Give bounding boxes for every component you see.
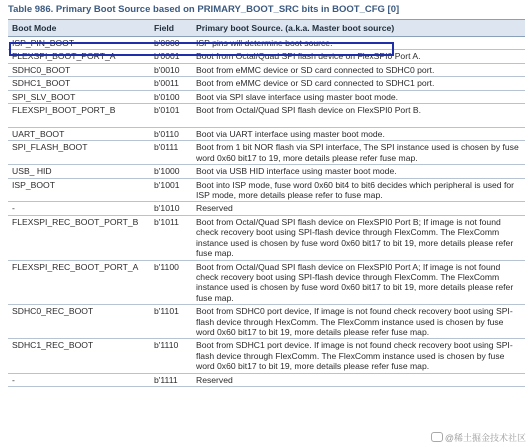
boot-source-table [8, 19, 525, 387]
watermark-text: @稀土掘金技术社区 [444, 433, 526, 443]
description-cell: Boot into ISP mode, fuse word 0x60 bit4 to bit6 decides which peripheral is used for ISP mode, more details please refer to fuse map. [192, 178, 525, 202]
field-cell: b'1011 [150, 215, 192, 260]
boot-mode-cell: ISP_PIN_BOOT [8, 37, 150, 50]
boot-mode-cell: FLEXSPI_REC_BOOT_PORT_A [8, 260, 150, 305]
table-row [8, 37, 525, 50]
description-cell: Boot from eMMC device or SD card connected to SDHC1 port. [192, 77, 525, 90]
watermark [431, 431, 526, 444]
boot-mode-cell: - [8, 202, 150, 215]
boot-mode-cell: SDHC1_BOOT [8, 77, 150, 90]
table-row [8, 50, 525, 63]
header-boot-mode: Boot Mode [8, 20, 150, 37]
table-row [8, 202, 525, 215]
field-cell: b'0001 [150, 50, 192, 63]
table-caption: Table 986. Primary Boot Source based on PRIMARY_BOOT_SRC bits in BOOT_CFG [0] [8, 4, 400, 15]
description-cell: Reserved [192, 202, 525, 215]
field-cell: b'0101 [150, 104, 192, 128]
description-cell: Boot from Octal/Quad SPI flash device on FlexSPI0 Port B. [192, 104, 525, 128]
table-row [8, 90, 525, 103]
field-cell: b'1110 [150, 339, 192, 373]
description-cell: Boot from 1 bit NOR flash via SPI interface, The SPI instance used is chosen by fuse word 0x60 bit17 to 19, more details please refer fuse map. [192, 141, 525, 165]
table-row [8, 63, 525, 76]
field-cell: b'0011 [150, 77, 192, 90]
description-cell: Boot from SDHC0 port device, If image is not found check recovery boot using SPI-flash device through HexComm. The FlexComm instance used is chosen by fuse word 0x60 bit17 to bit 19, more details please refer fuse map. [192, 305, 525, 339]
table-header-row [8, 20, 525, 37]
field-cell: b'1101 [150, 305, 192, 339]
table-row [8, 165, 525, 178]
table-row [8, 373, 525, 386]
description-cell: Boot from eMMC device or SD card connected to SDHC0 port. [192, 63, 525, 76]
field-cell: b'0010 [150, 63, 192, 76]
field-cell: b'1000 [150, 165, 192, 178]
table-row [8, 104, 525, 128]
field-cell: b'0100 [150, 90, 192, 103]
table-row [8, 77, 525, 90]
boot-mode-cell: ISP_BOOT [8, 178, 150, 202]
boot-mode-cell: USB_ HID [8, 165, 150, 178]
description-cell: Reserved [192, 373, 525, 386]
boot-mode-cell: FLEXSPI_BOOT_PORT_A [8, 50, 150, 63]
table-row [8, 178, 525, 202]
table-row [8, 215, 525, 260]
field-cell: b'0111 [150, 141, 192, 165]
field-cell: b'0110 [150, 128, 192, 141]
boot-mode-cell: UART_BOOT [8, 128, 150, 141]
table-row [8, 339, 525, 373]
field-cell: b'1010 [150, 202, 192, 215]
header-boot-source: Primary boot Source. (a.k.a. Master boot source) [192, 20, 525, 37]
description-cell: Boot via SPI slave interface using master boot mode. [192, 90, 525, 103]
boot-mode-cell: - [8, 373, 150, 386]
description-cell: Boot via UART interface using master boot mode. [192, 128, 525, 141]
boot-mode-cell: SDHC1_REC_BOOT [8, 339, 150, 373]
boot-mode-cell: SPI_FLASH_BOOT [8, 141, 150, 165]
boot-mode-cell: SPI_SLV_BOOT [8, 90, 150, 103]
table-row [8, 141, 525, 165]
description-cell: Boot from SDHC1 port device. If image is not found check recovery boot using SPI-flash device through FlexComm. The FlexComm instance used is chosen by fuse word 0x60 bit17 to bit 19, more details please refer fuse map. [192, 339, 525, 373]
boot-mode-cell: SDHC0_REC_BOOT [8, 305, 150, 339]
description-cell: Boot via USB HID interface using master boot mode. [192, 165, 525, 178]
boot-mode-cell: FLEXSPI_REC_BOOT_PORT_B [8, 215, 150, 260]
header-field: Field [150, 20, 192, 37]
field-cell: b'1111 [150, 373, 192, 386]
description-cell: Boot from Octal/Quad SPI flash device on FlexSPI0 Port B; If image is not found check recovery boot using SPI-flash device through FlexComm. The FlexComm instance used is chosen by fuse word 0x60 bit17 to bit 19, more details please refer fuse map. [192, 215, 525, 260]
watermark-logo-icon [431, 432, 443, 442]
field-cell: b'1100 [150, 260, 192, 305]
description-cell: Boot from Octal/Quad SPI flash device on FlexSPI0 Port A. [192, 50, 525, 63]
field-cell: b'1001 [150, 178, 192, 202]
table-row [8, 128, 525, 141]
description-cell: ISP pins will determine boot source. [192, 37, 525, 50]
field-cell: b'0000 [150, 37, 192, 50]
table-row [8, 260, 525, 305]
description-cell: Boot from Octal/Quad SPI flash device on FlexSPI0 Port A; If image is not found check recovery boot using SPI-flash device through FlexComm. The FlexComm instance used is chosen by fuse word 0x60 bit17 to bit 19, more details please refer fuse map. [192, 260, 525, 305]
table-row [8, 305, 525, 339]
boot-mode-cell: SDHC0_BOOT [8, 63, 150, 76]
boot-mode-cell: FLEXSPI_BOOT_PORT_B [8, 104, 150, 128]
